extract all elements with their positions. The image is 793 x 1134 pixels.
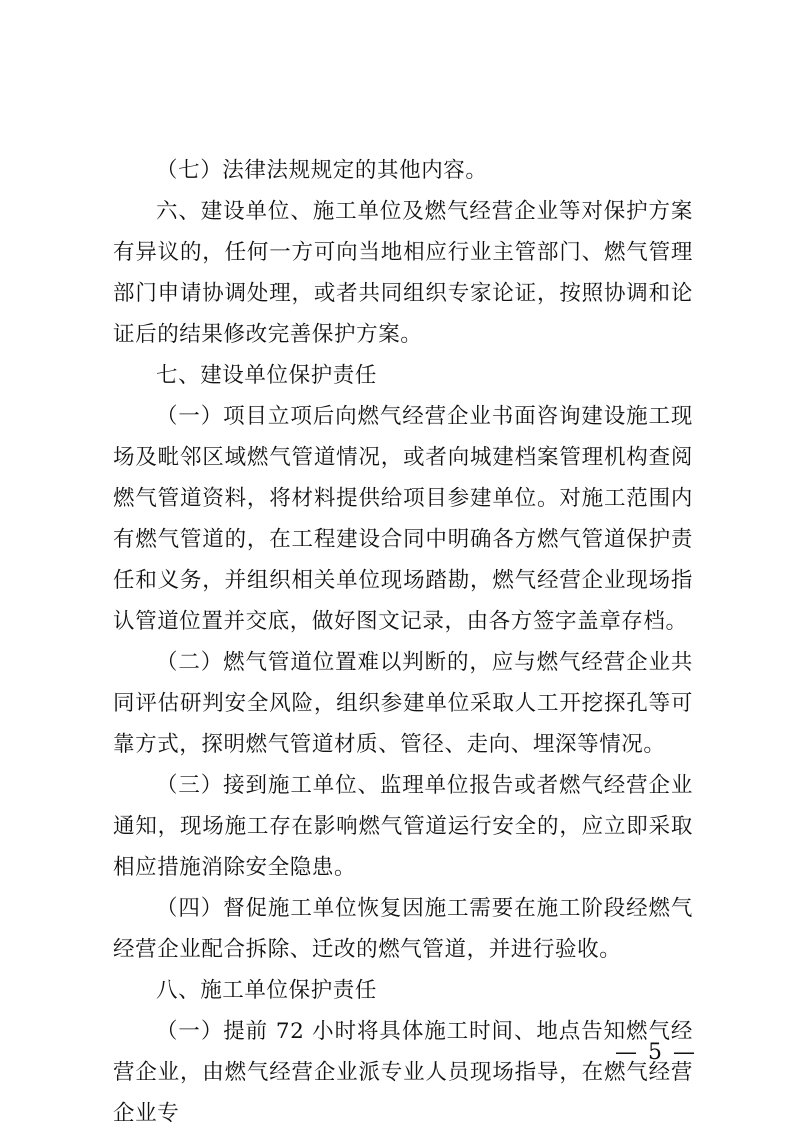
page-number: — 5 — [615,1040,697,1065]
paragraph: （四）督促施工单位恢复因施工需要在施工阶段经燃气经营企业配合拆除、迁改的燃气管道，并进行验收。 [113,896,693,962]
paragraph: 六、建设单位、施工单位及燃气经营企业等对保护方案有异议的，任何一方可向当地相应行业主管部门、燃气管理部门申请协调处理，或者共同组织专家论证，按照协调和论证后的结果修改完善保护方案。 [113,199,693,347]
section-heading: 七、建设单位保护责任 [156,363,378,388]
paragraph: （三）接到施工单位、监理单位报告或者燃气经营企业通知，现场施工存在影响燃气管道运行安全的，应立即采取相应措施消除安全隐患。 [113,773,693,880]
paragraph: （七）法律法规规定的其他内容。 [156,158,488,183]
body-text [113,150,693,1134]
paragraph: （一）提前 72 小时将具体施工时间、地点告知燃气经营企业，由燃气经营企业派专业人员现场指导，在燃气经营企业专 [113,1019,693,1126]
section-heading: 八、施工单位保护责任 [156,978,378,1003]
paragraph: （二）燃气管道位置难以判断的，应与燃气经营企业共同评估研判安全风险，组织参建单位采取人工开挖探孔等可靠方式，探明燃气管道材质、管径、走向、埋深等情况。 [113,650,693,757]
paragraph: （一）项目立项后向燃气经营企业书面咨询建设施工现场及毗邻区域燃气管道情况，或者向城建档案管理机构查阅燃气管道资料，将材料提供给项目参建单位。对施工范围内有燃气管道的，在工程建设合同中明确各方燃气管道保护责任和义务，并组织相关单位现场踏勘，燃气经营企业现场指认管道位置并交底，做好图文记录，由各方签字盖章存档。 [113,404,693,634]
